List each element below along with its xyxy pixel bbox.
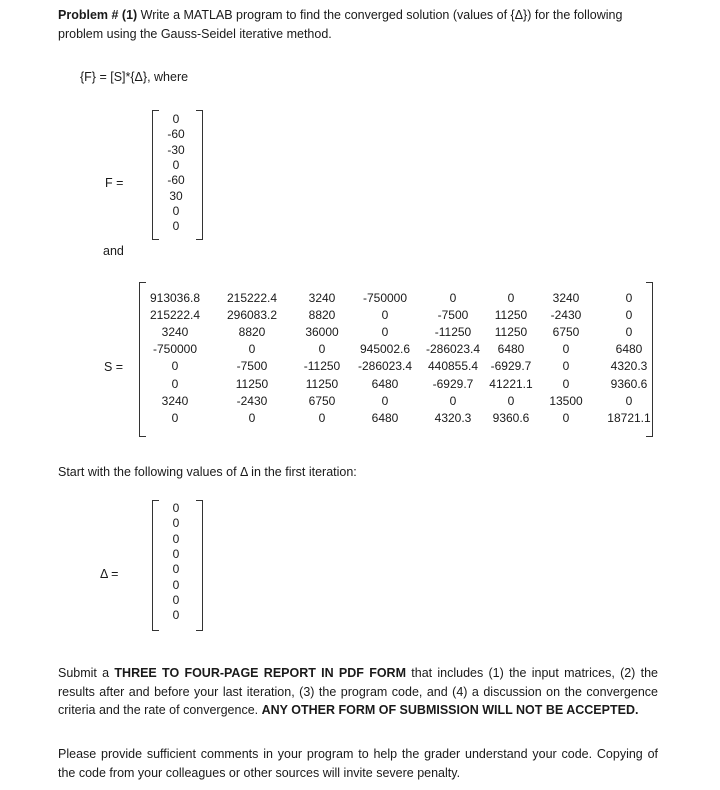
delta-label: Δ = [100,567,119,581]
submission-instructions [58,664,658,720]
s-matrix-cell: 4320.3 [434,410,472,425]
s-matrix-cell: 3240 [308,291,336,305]
s-matrix-cell: -750000 [362,291,408,305]
s-matrix-cell: -286023.4 [425,342,481,357]
delta-vector-entry: 0 [172,531,180,546]
s-matrix-cell: 6750 [552,325,580,340]
delta-vector-entry: 0 [172,546,180,561]
s-matrix-cell: 41221.1 [489,376,533,391]
comments-instructions: Please provide sufficient comments in your program to help the grader understand your code. Copying of the code from your colleagues or other sources will invite severe penalty. [58,747,658,780]
delta-vector-entry: 0 [172,562,180,577]
submit-mid: that includes (1) the input matrices, (2) the results after and before your last iteration, (3) the program code, and (4) a discussion on the convergence criteria and the rate of convergence. [58,666,658,717]
s-matrix-cell: 6480 [497,342,525,357]
delta-vector-entry: 0 [172,516,180,531]
s-matrix-cell: 8820 [238,325,266,340]
s-matrix-cell: 0 [625,308,633,323]
s-matrix-cell: 0 [562,359,570,374]
s-label: S = [104,360,124,374]
s-matrix-cell: 0 [318,342,326,357]
s-matrix-cell: 0 [248,410,256,425]
s-matrix-cell: 0 [381,393,389,408]
s-matrix-cell: 0 [449,291,457,305]
s-matrix-cell: 11250 [235,376,269,391]
f-vector-entry: -60 [167,173,185,188]
s-matrix-cell: 6480 [371,376,399,391]
s-matrix-cell: 6480 [615,342,643,357]
s-matrix-cell: 0 [625,325,633,340]
s-matrix-cell: 913036.8 [149,291,201,305]
s-matrix-cell: 6480 [371,410,399,425]
delta-vector-entry: 0 [172,608,180,623]
s-matrix-cell: -2430 [236,393,268,408]
submit-bold-warning: ANY OTHER FORM OF SUBMISSION WILL NOT BE ACCEPTED. [261,703,639,717]
s-matrix-cell: 3240 [161,325,189,340]
s-matrix-cell: -6929.7 [490,359,532,374]
s-matrix-cell: 4320.3 [610,359,648,374]
submit-bold-report: THREE TO FOUR-PAGE REPORT IN PDF FORM [114,666,406,680]
delta-vector-entry: 0 [172,577,180,592]
s-matrix-cell: 18721.1 [607,410,651,425]
s-matrix-cell: 0 [171,410,179,425]
s-matrix-cell: 9360.6 [610,376,648,391]
submit-pre: Submit a [58,666,115,680]
and-label: and [103,244,124,258]
s-matrix-cell: -750000 [152,342,198,357]
s-matrix-cell: 13500 [549,393,583,408]
s-matrix-cell: 3240 [552,291,580,305]
s-matrix-cell: -11250 [303,359,341,374]
f-vector-entry: 0 [172,203,180,218]
s-matrix-cell: 0 [171,359,179,374]
problem-text: Write a MATLAB program to find the converged solution (values of {Δ}) for the following problem using the Gauss-Seidel iterative method. [58,8,623,41]
s-matrix-cell: 11250 [494,325,528,340]
s-matrix-cell: 8820 [308,308,336,323]
s-matrix-cell: 945002.6 [359,342,411,357]
equation-line: {F} = [S]*{Δ}, where [80,70,189,84]
s-matrix-cell: 0 [625,393,633,408]
f-vector-entry: 0 [172,157,180,172]
s-matrix-cell: 0 [171,376,179,391]
delta-vector-entry: 0 [172,501,180,515]
start-text: Start with the following values of Δ in the first iteration: [58,465,357,479]
s-matrix-cell: 0 [381,325,389,340]
f-label: F = [105,176,124,190]
s-matrix-cell: -2430 [550,308,582,323]
s-matrix-cell: 0 [248,342,256,357]
s-matrix-cell: -6929.7 [432,376,474,391]
s-matrix-cell: -7500 [437,308,469,323]
f-vector-entry: 0 [172,219,180,234]
f-vector-entry: 0 [172,112,180,126]
s-matrix-cell: -7500 [236,359,268,374]
s-matrix-cell: 0 [562,410,570,425]
s-matrix-cell: -286023.4 [357,359,413,374]
s-matrix-cell: 0 [625,291,633,305]
s-matrix-cell: 36000 [305,325,339,340]
delta-vector-entry: 0 [172,592,180,607]
s-matrix-cell: 0 [562,342,570,357]
s-matrix-cell: 11250 [305,376,339,391]
s-matrix-cell: 0 [507,393,515,408]
s-matrix-cell: 3240 [161,393,189,408]
s-matrix-cell: 0 [318,410,326,425]
s-matrix-cell: 11250 [494,308,528,323]
s-matrix-cell: 296083.2 [226,308,278,323]
s-matrix-cell: 0 [449,393,457,408]
s-matrix-cell: 215222.4 [149,308,201,323]
s-matrix-cell: 6750 [308,393,336,408]
s-matrix-cell: 440855.4 [427,359,479,374]
s-matrix-cell: -11250 [434,325,472,340]
s-matrix-cell: 0 [562,376,570,391]
f-vector-entry: -30 [167,142,185,157]
s-matrix-cell: 0 [507,291,515,305]
f-vector-entry: 30 [169,188,183,203]
problem-statement [58,6,658,44]
f-vector-entry: -60 [167,127,185,142]
s-matrix-cell: 9360.6 [492,410,530,425]
problem-number: Problem # (1) [58,8,138,22]
s-matrix-cell: 0 [381,308,389,323]
s-matrix-cell: 215222.4 [226,291,278,305]
